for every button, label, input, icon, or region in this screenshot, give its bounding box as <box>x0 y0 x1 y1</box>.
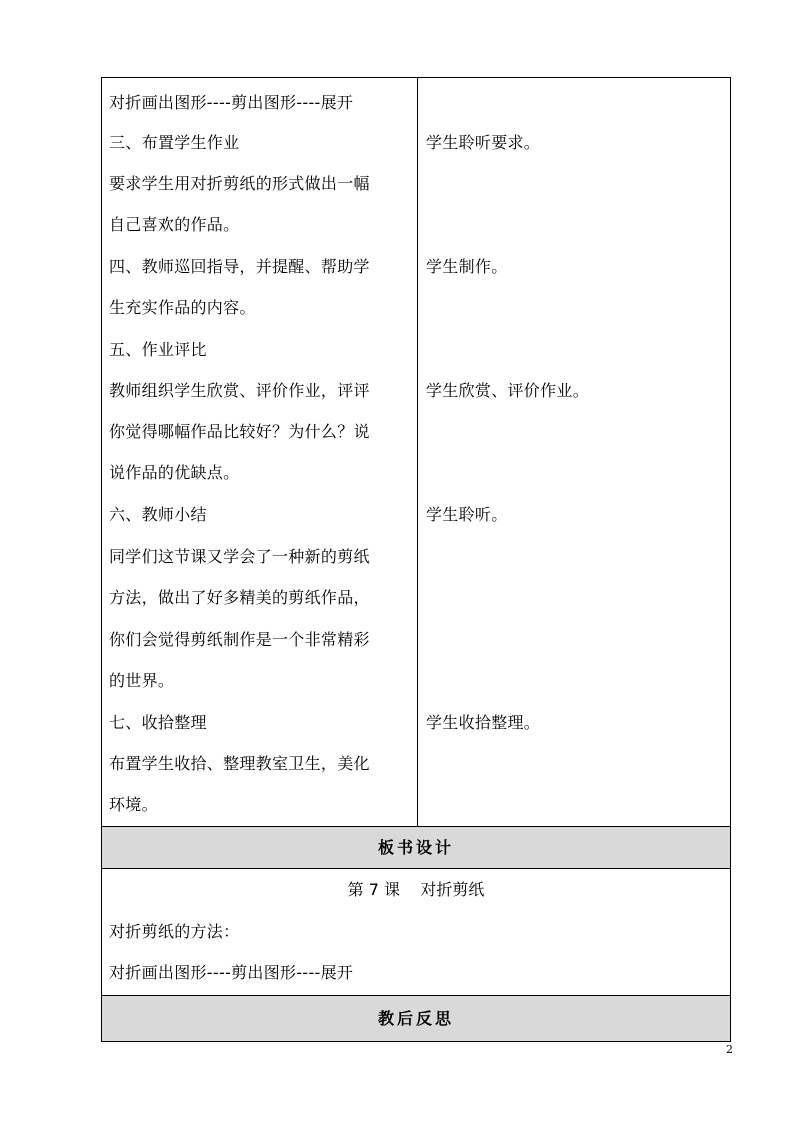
teacher-activity-line: 布置学生收拾、整理教室卫生，美化 <box>109 754 370 773</box>
teacher-activity-line: 你们会觉得剪纸制作是一个非常精彩 <box>109 630 370 649</box>
student-activity-line: 学生制作。 <box>426 257 508 276</box>
board-design-content <box>102 869 730 996</box>
teacher-activity-line: 要求学生用对折剪纸的形式做出一幅 <box>109 174 370 193</box>
reflection-header <box>102 996 730 1042</box>
page-number: 2 <box>726 1043 733 1056</box>
teacher-activity-line: 四、教师巡回指导，并提醒、帮助学 <box>109 257 370 276</box>
lesson-table <box>101 77 731 1042</box>
teacher-activity-line: 同学们这节课又学会了一种新的剪纸 <box>109 547 370 566</box>
teacher-activity-line: 环境。 <box>109 795 158 814</box>
student-activity-line: 学生聆听。 <box>426 505 508 524</box>
teacher-activity-line: 七、收拾整理 <box>109 713 207 732</box>
teacher-activity-line: 说作品的优缺点。 <box>109 463 240 482</box>
student-activity-line: 学生聆听要求。 <box>426 133 541 152</box>
teacher-activity-line: 的世界。 <box>109 671 175 690</box>
teaching-process-row <box>102 78 730 827</box>
board-design-header <box>102 827 730 869</box>
teacher-activity-line: 方法，做出了好多精美的剪纸作品， <box>109 588 370 607</box>
teacher-activity-line: 六、教师小结 <box>109 505 207 524</box>
teacher-activity-line: 生充实作品的内容。 <box>109 298 256 317</box>
board-design-title: 第 7 课 对折剪纸 <box>347 880 485 899</box>
teacher-activity-line: 五、作业评比 <box>109 340 207 359</box>
board-design-line: 对折剪纸的方法： <box>109 922 240 941</box>
board-design-line: 对折画出图形----剪出图形----展开 <box>109 963 354 982</box>
teacher-activity-line: 教师组织学生欣赏、评价作业，评评 <box>109 381 370 400</box>
teacher-activity-line: 你觉得哪幅作品比较好？为什么？说 <box>109 422 370 441</box>
student-activity-line: 学生收拾整理。 <box>426 713 541 732</box>
teacher-activity-line: 对折画出图形----剪出图形----展开 <box>109 93 354 112</box>
teacher-activity-line: 自己喜欢的作品。 <box>109 215 240 234</box>
student-activity-line: 学生欣赏、评价作业。 <box>426 381 590 400</box>
board-design-heading: 板书设计 <box>377 838 454 857</box>
column-divider <box>417 78 418 826</box>
teacher-activity-line: 三、布置学生作业 <box>109 133 240 152</box>
reflection-heading: 教后反思 <box>377 1009 454 1028</box>
